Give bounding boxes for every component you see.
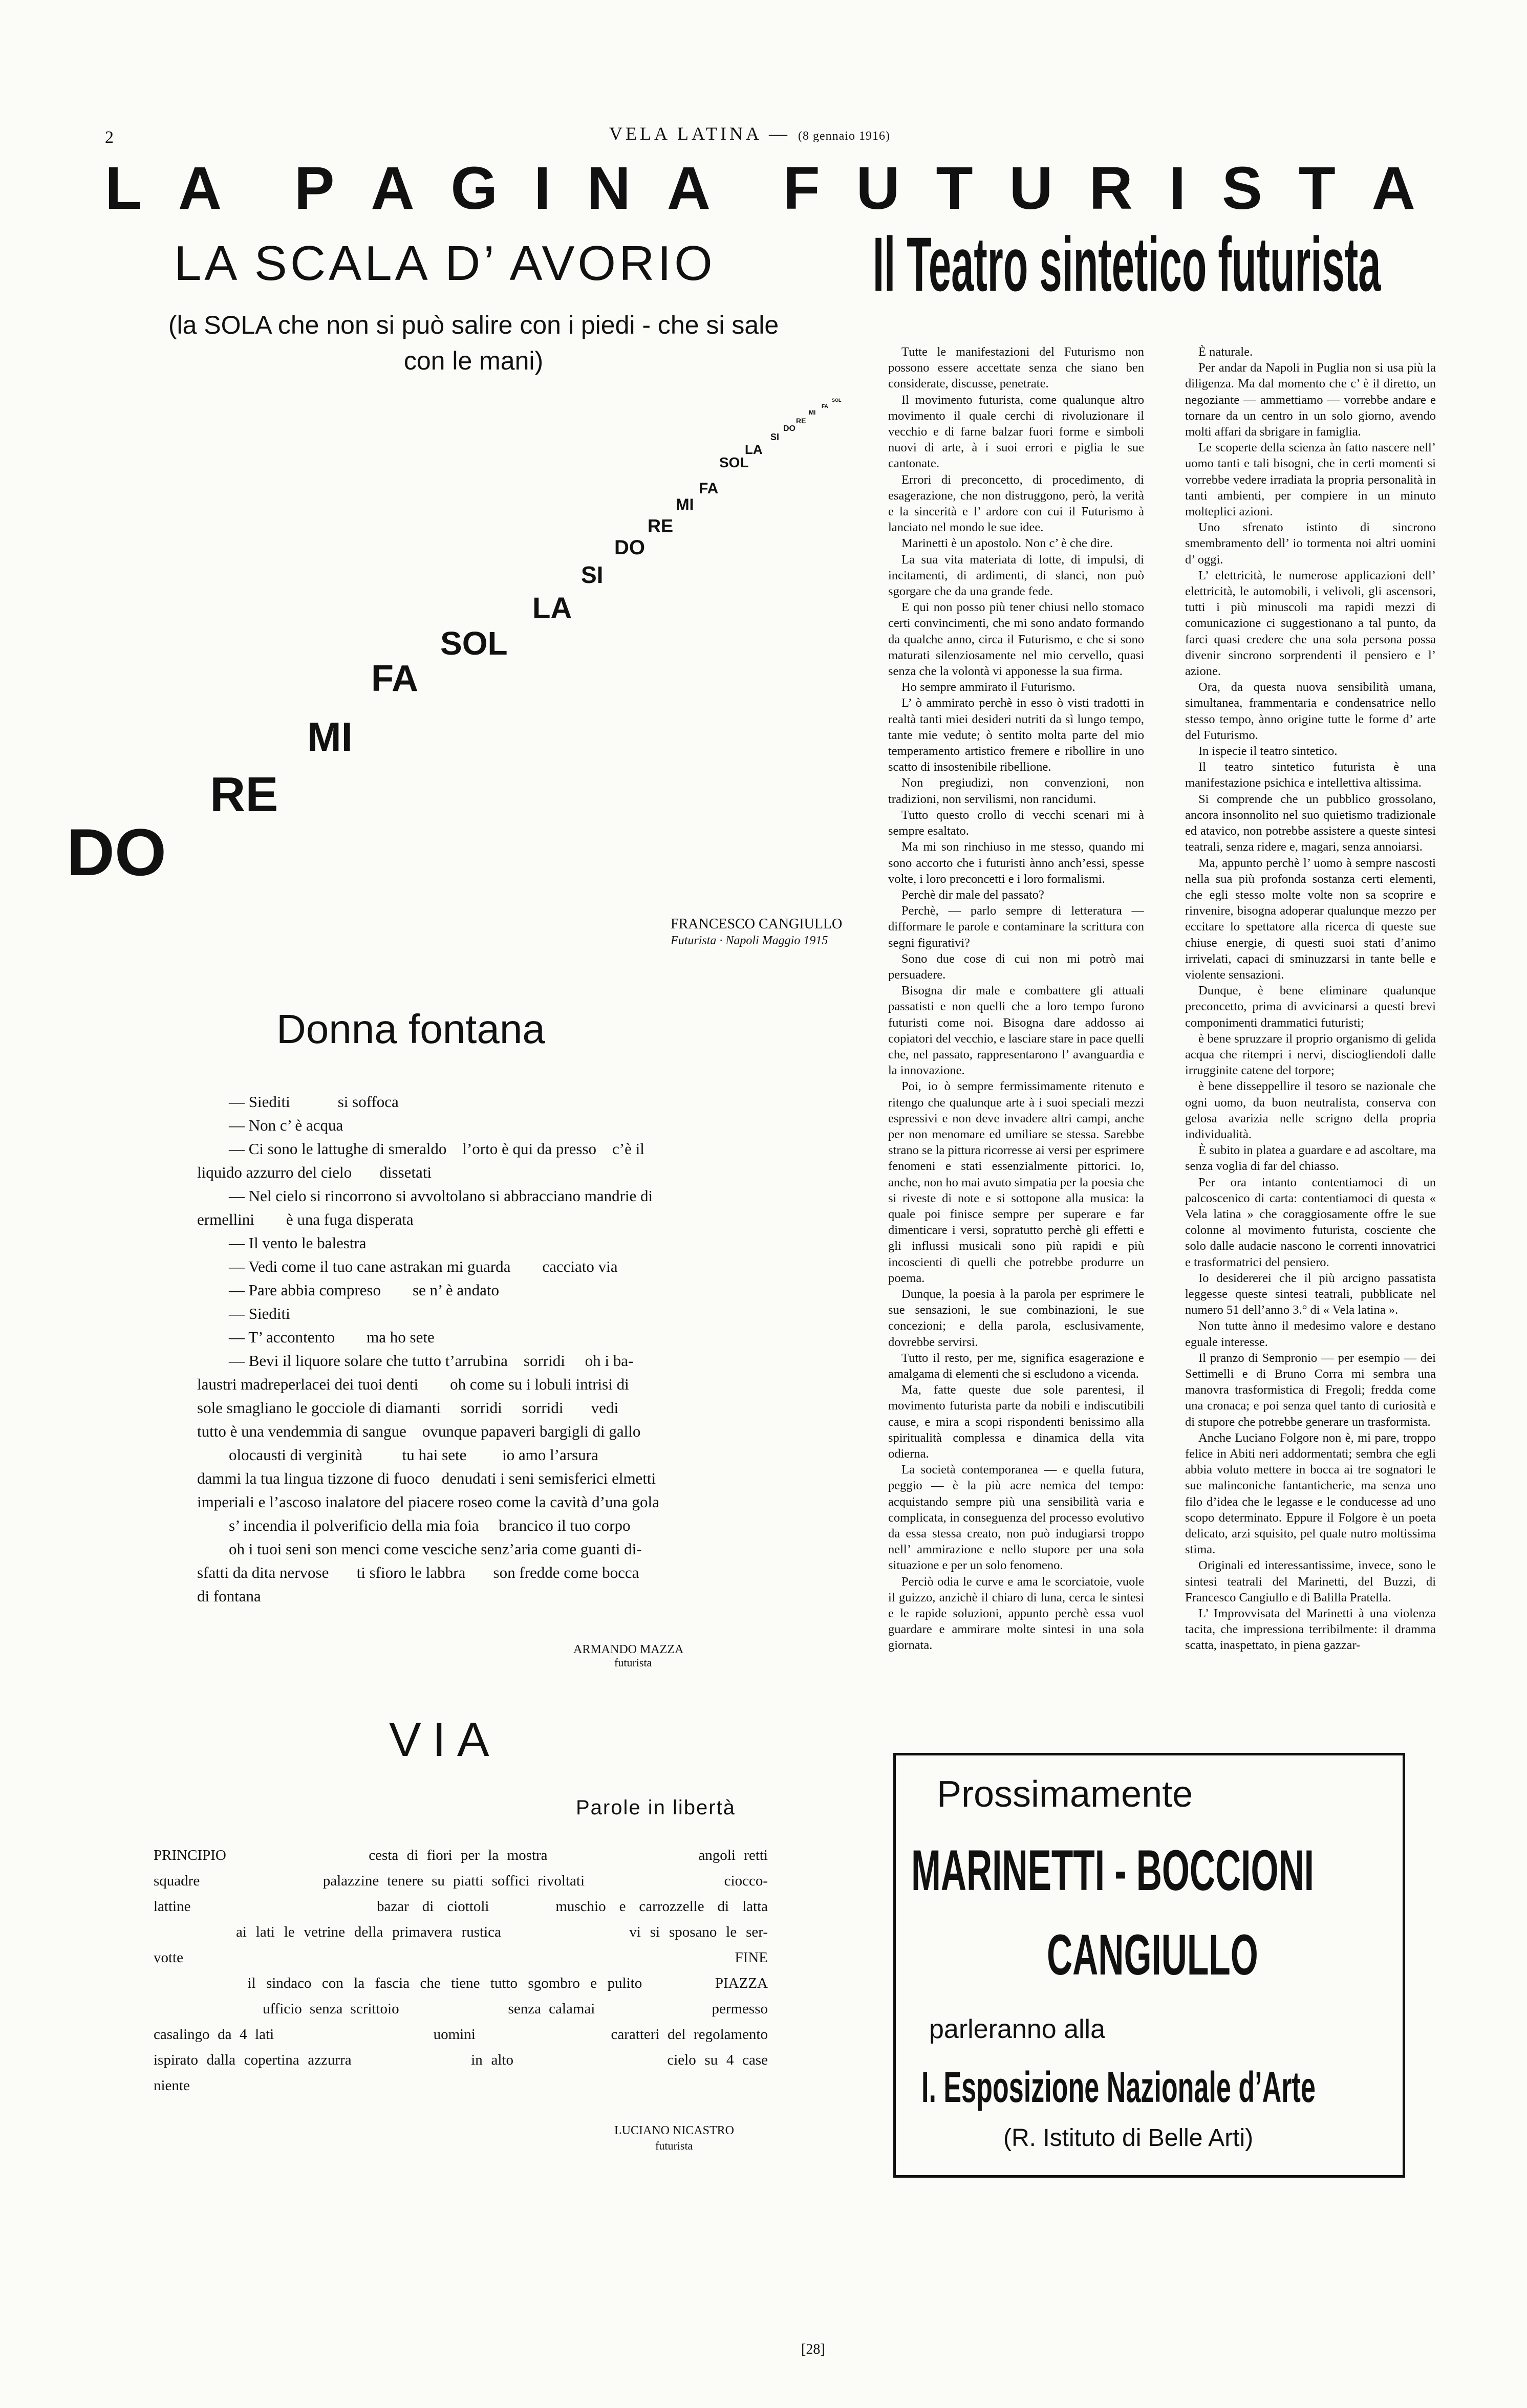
via-subtitle: Parole in libertà [576, 1796, 736, 1819]
teatro-paragraph: Dunque, la poesia à la parola per esprimere le sue sensazioni, le sue combinazioni, le sue concezioni; e della parola, esclusivamente, dovrebbe servirsi. [888, 1287, 1144, 1349]
main-title [105, 154, 1415, 223]
teatro-paragraph: L’ Improvvisata del Marinetti à una violenza tacita, che impressiona terribilmente: il dramma scatta, inaspettato, in piena gazzar- [1185, 1607, 1436, 1653]
via-poem-line: niente [154, 2077, 190, 2094]
footer-page-label: [28] [801, 2341, 825, 2357]
donna-author-subtitle: futurista [614, 1656, 652, 1669]
scala-note: SI [581, 561, 604, 588]
teatro-paragraph: Poi, io ò sempre fermissimamente ritenuto e ritengo che qualunque arte à i suoi speciali mezzi espressivi e non deve invadere altri campi, anche per non menomare ed umiliare se stessa. Sarebbe strano se la pittura ricorresse ai versi per esprimere fenomeni e stati essenzialmente pittorici. Io, anche, non ho mai avuto simpatia per la poesia che si riveste di note e si sottopone alla musica: la quale poi finisce sempre per superare e far dimenticare i versi, sopratutto perchè gli effetti e gli influssi musicali sono più rapidi e più incoscienti di quelli che potrebbe produrre un poema. [888, 1079, 1144, 1285]
donna-poem-line: ermellini è una fuga disperata [197, 1210, 414, 1228]
teatro-paragraph: Ma, fatte queste due sole parentesi, il movimento futurista parte da nobili e indiscutibili cause, e mira a scopi rispondenti benissimo alla spiritualità complessa e dinamica della vita odierna. [888, 1383, 1144, 1461]
scala-credit-name: FRANCESCO CANGIULLO [671, 916, 843, 932]
teatro-paragraph: Bisogna dir male e combattere gli attuali passatisti e non quelli che a loro tempo furono futuristi come noi. Bisogna dare addosso ai copiatori del vecchio, e lasciare stare in pace quelli che, nel passato, rappresentarono l’ avanguardia e la innovazione. [888, 984, 1144, 1078]
main-title-letter: A [666, 155, 711, 222]
via-poem-line: squadre palazzine tenere su piatti soffici rivoltati ciocco- [154, 1873, 768, 1889]
teatro-paragraph: Io desidererei che il più arcigno passatista leggesse queste sintesi teatrali, pubblicate nel numero 51 dell’anno 3.° di « Vela latina ». [1185, 1271, 1436, 1317]
main-title-letter: P [294, 155, 335, 222]
teatro-paragraph: Le scoperte della scienza àn fatto nascere nell’ uomo tanti e tali bisogni, che in certi momenti si vorrebbe vedere irradiata la propria personalità in tanti ambienti, per compiere in un minuto molteplici azioni. [1185, 441, 1436, 519]
scala-note: MI [676, 495, 694, 514]
teatro-paragraph: Originali ed interessantissime, invece, sono le sintesi teatrali del Marinetti, del Buzzi, di Francesco Cangiullo e di Balilla Pratella. [1185, 1558, 1436, 1604]
announcement-line-1: Prossimamente [937, 1774, 1193, 1815]
teatro-paragraph: Non tutte ànno il medesimo valore e destano eguale interesse. [1185, 1319, 1436, 1349]
main-title-letter: S [1222, 155, 1262, 222]
main-title-letter: T [1298, 155, 1336, 222]
teatro-paragraph: Per andar da Napoli in Puglia non si usa più la diligenza. Ma dal momento che c’ è il diretto, un negoziante — ammettiamo — vorrebbe andare e tornare da un centro in un solo giorno, avendo molti affari da sbrigare in famiglia. [1185, 361, 1436, 439]
donna-poem-line: olocausti di verginità tu hai sete io amo l’arsura [229, 1446, 598, 1464]
scala-note: SI [770, 432, 780, 442]
announcement-line-6: (R. Istituto di Belle Arti) [1003, 2124, 1254, 2152]
via-poem-line: votte FINE [154, 1949, 768, 1966]
donna-poem-line: sole smagliano le gocciole di diamanti sorridi sorridi vedi [197, 1399, 619, 1417]
teatro-paragraph: è bene spruzzare il proprio organismo di gelida acqua che ritempri i nervi, disciogliendoli dalle irrugginite catene del torpore; [1185, 1031, 1436, 1078]
scala-subtitle-line-1: (la SOLA che non si può salire con i piedi - che si sale [168, 311, 779, 339]
via-title: VIA [389, 1712, 501, 1766]
via-poem-line: ispirato dalla copertina azzurra in alto cielo su 4 case [154, 2052, 768, 2068]
main-title-letter: T [936, 155, 973, 222]
teatro-paragraph: È naturale. [1198, 345, 1253, 359]
donna-poem-line: — T’ accontento ma ho sete [229, 1328, 435, 1346]
main-title-letter: A [178, 155, 222, 222]
running-title: VELA LATINA — [609, 123, 790, 144]
main-title-letter: F [783, 155, 820, 222]
main-title-letter: A [1371, 155, 1415, 222]
via-poem-line: lattine bazar di ciottoli muschio e carrozzelle di latta [154, 1898, 768, 1915]
scala-note: DO [67, 815, 166, 890]
announcement-line-2: MARINETTI - BOCCIONI [911, 1838, 1314, 1902]
teatro-paragraph: Per ora intanto contentiamoci di un palcoscenico di carta: contentiamoci di questa « Vela latina » che coraggiosamente offre le sue colonne al movimento futurista, cosciente che solo dalle audacie nascono le correnti innovatrici e trasformatrici del pensiero. [1185, 1175, 1436, 1269]
donna-poem-line: liquido azzurro del cielo dissetati [197, 1163, 432, 1181]
teatro-paragraph: Ma mi son rinchiuso in me stesso, quando mi sono accorto che i futuristi ànno anch’essi, spesse volte, i loro preconcetti e i loro formalismi. [888, 840, 1144, 886]
announcement-line-4: parleranno alla [929, 2014, 1106, 2044]
teatro-paragraph: Ma, appunto perchè l’ uomo à sempre nascosti nella sua più profonda sostanza certi elementi, che egli stesso molte volte non sa scoprire e rinvenire, bisogna adoperar qualunque mezzo per eccitare lo spettatore alla ricerca di queste sue chiuse energie, di questi suoi stati d’animo irrivelati, capaci di sminuzzarsi in tante belle e violente sensazioni. [1185, 856, 1436, 982]
via-author-subtitle: futurista [655, 2139, 693, 2152]
teatro-paragraph: Ora, da questa nuova sensibilità umana, simultanea, frammentaria e condensatrice nello stesso tempo, ànno origine tutte le forme d’ arte del Futurismo. [1185, 680, 1436, 742]
donna-poem-line: — Pare abbia compreso se n’ è andato [229, 1281, 499, 1299]
teatro-paragraph: Errori di preconcetto, di procedimento, di esagerazione, che non distruggono, però, la verità e la sincerità e l’ ardore con cui il Futurismo à lanciato nel mondo le sue idee. [888, 472, 1144, 535]
via-poem-line: ufficio senza scrittoio senza calamai permesso [154, 2001, 768, 2017]
via-poem-line: casalingo da 4 lati uomini caratteri del regolamento [154, 2026, 768, 2043]
donna-author: ARMANDO MAZZA [573, 1643, 684, 1656]
via-poem-line: il sindaco con la fascia che tiene tutto sgombro e pulito PIAZZA [154, 1975, 768, 1991]
via-poem-line: ai lati le vetrine della primavera rustica vi si sposano le ser- [154, 1924, 768, 1940]
scala-subtitle-line-2: con le mani) [403, 346, 544, 375]
scala-note: FA [371, 658, 419, 699]
donna-poem-line: — Vedi come il tuo cane astrakan mi guarda cacciato via [229, 1257, 618, 1275]
teatro-title: Il Teatro sintetico futurista [873, 221, 1381, 307]
scala-note: SOL [832, 398, 842, 403]
via-poem-line: PRINCIPIO cesta di fiori per la mostra angoli retti [154, 1847, 768, 1863]
scala-note: RE [796, 417, 806, 425]
donna-poem-line: — Il vento le balestra [229, 1234, 367, 1252]
scala-title: LA SCALA D’ AVORIO [174, 236, 716, 291]
main-title-letter: G [450, 155, 498, 222]
donna-title: Donna fontana [276, 1006, 545, 1052]
announcement-line-5: I. Esposizione Nazionale d’Arte [921, 2063, 1316, 2111]
teatro-column-2 [1185, 344, 1436, 1695]
teatro-paragraph: Perchè, — parlo sempre di letteratura — difformare le parole e contaminare la scrittura con segni figurativi? [888, 904, 1144, 950]
teatro-paragraph: Dunque, è bene eliminare qualunque preconcetto, prima di avvicinarsi a questi brevi componimenti drammatici futuristi; [1185, 984, 1436, 1030]
donna-poem-line: — Non c’ è acqua [229, 1116, 343, 1134]
donna-poem-line: di fontana [197, 1587, 261, 1605]
main-title-letter: U [856, 155, 900, 222]
teatro-paragraph: Tutto questo crollo di vecchi scenari mi à sempre esaltato. [888, 808, 1144, 838]
donna-poem-line: — Ci sono le lattughe di smeraldo l’orto è qui da presso c’è il [229, 1140, 644, 1158]
teatro-paragraph: Il pranzo di Sempronio — per esempio — dei Settimelli e di Bruno Corra mi sembra una manovra trasformistica di Fregoli; fredda come una cronaca; e poi senza quel tanto di curiosità e di stupore che potrebbe generare un trasformista. [1185, 1351, 1436, 1429]
donna-poem-line: — Siediti si soffoca [229, 1093, 399, 1111]
scala-note: DO [614, 536, 645, 559]
teatro-paragraph: Uno sfrenato istinto di sincrono smembramento dell’ io tormenta noi altri uomini d’ oggi. [1185, 520, 1436, 567]
main-title-letter: A [371, 155, 415, 222]
donna-poem-line: imperiali e l’ascoso inalatore del piacere roseo come la cavità d’una gola [197, 1493, 659, 1511]
via-author: LUCIANO NICASTRO [614, 2124, 734, 2137]
teatro-paragraph: è bene disseppellire il tesoro se nazionale che ogni uomo, da buon neutralista, conserva con gelosa avarizia nelle scrigno della propria individualità. [1185, 1079, 1436, 1141]
teatro-paragraph: Il movimento futurista, come qualunque altro movimento il quale cerchi di rivoluzionare il vecchio e di farne balzar fuori forme e simboli nuovi di arte, à i suoi errori e piglia le sue cantonate. [888, 393, 1144, 471]
teatro-paragraph: Tutto il resto, per me, significa esagerazione e amalgama di elementi che si escludono a vicenda. [888, 1351, 1144, 1381]
main-title-letter: N [587, 155, 631, 222]
donna-poem-line: dammi la tua lingua tizzone di fuoco denudati i seni semisferici elmetti [197, 1469, 656, 1487]
scala-note: MI [809, 409, 816, 416]
teatro-paragraph: L’ ò ammirato perchè in esso ò visti tradotti in realtà tanti miei desideri nutriti da sì lungo tempo, tante mie vedute; ò sentito molta parte del mio temperamento artistico fremere e ribollire in uno scatto di insostenibile ribellione. [888, 696, 1144, 774]
donna-poem-line: tutto è una vendemmia di sangue ovunque papaveri bargigli di gallo [197, 1422, 641, 1440]
donna-poem-line: sfatti da dita nervose ti sfioro le labbra son fredde come bocca [197, 1564, 639, 1581]
teatro-paragraph: Sono due cose di cui non mi potrò mai persuadere. [888, 951, 1144, 982]
donna-poem-line: — Siediti [229, 1305, 290, 1322]
scala-note: DO [783, 424, 795, 433]
donna-poem-line: oh i tuoi seni son menci come vesciche senz’aria come guanti di- [229, 1540, 642, 1558]
main-title-letter: I [1169, 155, 1186, 222]
scala-note: SOL [440, 625, 508, 662]
teatro-paragraph: Perciò odia le curve e ama le scorciatoie, vuole il guizzo, anzichè il chiaro di luna, cerca le sintesi e le rapide soluzioni, appunto perchè essa vuol guardare e ammirare molte sintesi in una sola giornata. [888, 1574, 1144, 1653]
scala-note: FA [699, 480, 719, 497]
teatro-paragraph: E qui non posso più tener chiusi nello stomaco certi convincimenti, che mi sono andato formando da qualche anno, circa il Futurismo, e che si sono maturati silenziosamente nel mio cervello, quasi senza che la volontà vi apponesse la sua firma. [888, 600, 1144, 679]
teatro-paragraph: Marinetti è un apostolo. Non c’ è che dire. [901, 536, 1113, 551]
scala-credit-subtitle: Futurista · Napoli Maggio 1915 [671, 934, 828, 947]
teatro-paragraph: Perchè dir male del passato? [901, 887, 1044, 902]
running-header [609, 123, 890, 144]
page-number: 2 [105, 128, 114, 147]
teatro-paragraph: La sua vita materiata di lotte, di impulsi, di incitamenti, di ardimenti, di slanci, non può sgorgare che da una grande fede. [888, 552, 1144, 599]
scala-note: RE [648, 515, 674, 536]
scala-note: MI [307, 714, 353, 760]
teatro-paragraph: Non pregiudizi, non convenzioni, non tradizioni, non servilismi, non rancidumi. [888, 776, 1144, 806]
donna-poem-line: s’ incendia il polverificio della mia foia brancico il tuo corpo [229, 1516, 631, 1534]
teatro-paragraph: Ho sempre ammirato il Futurismo. [901, 680, 1076, 695]
main-title-letter: I [534, 155, 551, 222]
teatro-paragraph: È subito in platea a guardare e ad ascoltare, ma senza voglia di far del chiasso. [1185, 1143, 1436, 1174]
scala-note: LA [532, 592, 572, 625]
main-title-letter: R [1089, 155, 1133, 222]
teatro-paragraph: Si comprende che un pubblico grossolano, ancora insonnolito nel suo quietismo tradizionale ed atavico, non potrebbe assistere a queste sintesi teatrali, senza ridere e, magari, senza annoiarsi. [1185, 792, 1436, 854]
teatro-paragraph: Il teatro sintetico futurista è una manifestazione psichica e intellettiva altissima. [1185, 760, 1436, 790]
main-title-letter: U [1009, 155, 1053, 222]
teatro-paragraph: Anche Luciano Folgore non è, mi pare, troppo felice in Abiti neri addormentati; sembra che egli abbia voluto mettere in bocca ai tre sognatori le sue malinconiche fantanticherie, ma senza uno filo d’idea che le legasse e le conducesse ad uno scopo determinato. Eppure il Folgore è un poeta delicato, arzi squisito, pel quale nutro moltissima stima. [1185, 1430, 1436, 1557]
scala-subtitle [102, 307, 845, 379]
scala-note: FA [822, 404, 828, 409]
teatro-paragraph: L’ elettricità, le numerose applicazioni dell’ elettricità, le automobili, i velivoli, gli ascensori, tutti i più minuscoli ma rapidi mezzi di comunicazione ci suggestionano a tal punto, da farci quasi credere che una sola persona possa divenir sincrono sorprendenti il pensiero e l’ azione. [1185, 568, 1436, 679]
main-title-letter: L [105, 155, 142, 222]
donna-poem-line: — Bevi il liquore solare che tutto t’arrubina sorridi oh i ba- [229, 1352, 634, 1370]
donna-poem [197, 1090, 719, 1608]
donna-poem-line: laustri madreperlacei dei tuoi denti oh come su i lobuli intrisi di [197, 1375, 629, 1393]
teatro-paragraph: Tutte le manifestazioni del Futurismo non possono essere accettate senza che siano ben considerate, discusse, penetrate. [888, 345, 1144, 391]
scala-note: SOL [719, 454, 749, 470]
scala-note: RE [210, 767, 278, 822]
scala-note: LA [745, 442, 763, 457]
announcement-line-3: CANGIULLO [1047, 1923, 1258, 1987]
issue-date: (8 gennaio 1916) [798, 129, 890, 143]
via-poem [154, 1842, 768, 2098]
teatro-column-1 [888, 344, 1144, 1695]
donna-poem-line: — Nel cielo si rincorrono si avvoltolano si abbracciano mandrie di [229, 1187, 653, 1205]
teatro-paragraph: In ispecie il teatro sintetico. [1198, 744, 1338, 758]
teatro-paragraph: La società contemporanea — e quella futura, peggio — è la più acre nemica del tempo: acquistando sempre più una sensibilità varia e complicata, in conseguenza del processo evolutivo da essa stessa creato, non può indugiarsi troppo nell’ ammirazione e nello stupore per una sola situazione e per un solo fenomeno. [888, 1463, 1144, 1573]
